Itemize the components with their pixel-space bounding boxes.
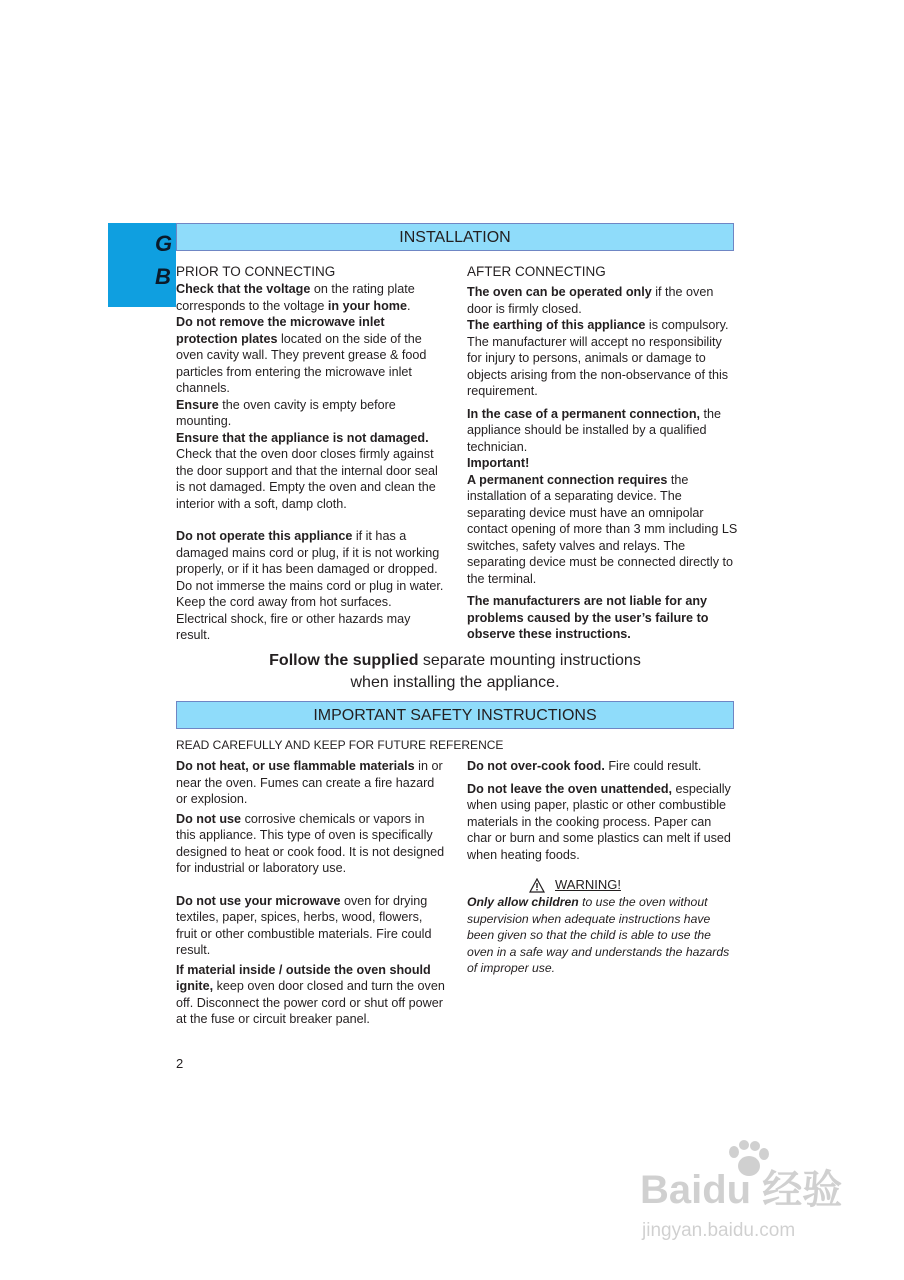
watermark-brand: Baidu 经验 (640, 1168, 843, 1212)
language-letter-b: B (155, 264, 171, 289)
paragraph: Do not operate this appliance if it has a damaged mains cord or plug, if it is not working properly, or if it has been damaged or dropped. Do not immerse the mains cord or plug in water. Keep the cord away from hot surfaces. Electrical shock, fire or other hazards may result. (176, 529, 444, 642)
read-note: READ CAREFULLY AND KEEP FOR FUTURE REFERENCE (176, 738, 504, 752)
language-tab (108, 223, 176, 307)
installation-left-column (176, 263, 444, 644)
paragraph: In the case of a permanent connection, the appliance should be installed by a qualified technician. (467, 406, 722, 454)
watermark (640, 1140, 880, 1250)
paragraph: The oven can be operated only if the oven door is firmly closed. (467, 285, 714, 316)
paragraph: Ensure the oven cavity is empty before mounting. (176, 397, 396, 428)
warning-label: WARNING! (555, 877, 621, 892)
page-number: 2 (176, 1056, 184, 1071)
paragraph: Important! (467, 456, 530, 470)
paragraph: Do not leave the oven unattended, especially when using paper, plastic or other combustible materials in the cooking process. Paper can char or burn and some plastics can melt if used when heating foods. (467, 781, 731, 862)
paragraph: If material inside / outside the oven should ignite, keep oven door closed and turn the oven off. Disconnect the power cord or shut off power at the fuse or circuit breaker panel. (176, 962, 445, 1026)
warning-text: Only allow children to use the oven without supervision when adequate instructions have been given so that the child is able to use the oven in a safe way and understands the hazards of improper use. (467, 895, 730, 975)
warning-triangle-icon (529, 878, 545, 893)
paragraph: The manufacturers are not liable for any problems caused by the user’s failure to observe these instructions. (467, 594, 709, 641)
prior-to-connecting-heading: PRIOR TO CONNECTING (176, 264, 336, 279)
paragraph: Check that the voltage on the rating plate corresponds to the voltage in your home. (176, 282, 415, 313)
paragraph: Do not use your microwave oven for drying textiles, paper, spices, herbs, wood, flowers, fruit or other combustible materials. Fire could result. (176, 893, 432, 957)
mounting-note: Follow the supplied separate mounting instructions when installing the appliance. (269, 652, 641, 691)
paragraph: Do not heat, or use flammable materials in or near the oven. Fumes can create a fire hazard or explosion. (176, 759, 443, 806)
safety-right-column (467, 758, 739, 977)
paragraph: Do not over-cook food. Fire could result. (467, 759, 702, 773)
installation-right-column (467, 263, 739, 643)
after-connecting-heading: AFTER CONNECTING (467, 264, 606, 279)
paragraph: Ensure that the appliance is not damaged. Check that the oven door closes firmly against the door support and that the internal door seal is not damaged. Empty the oven and clean the interior with a soft, damp cloth. (176, 430, 438, 511)
paragraph: A permanent connection requires the installation of a separating device. The separating device must have an omnipolar contact opening of more than 3 mm including LS switches, safety valves and relays. The separating device must be connected directly to the terminal. (467, 472, 738, 586)
installation-title: INSTALLATION (176, 223, 734, 251)
safety-title: IMPORTANT SAFETY INSTRUCTIONS (176, 701, 734, 729)
language-letter-g: G (155, 231, 173, 256)
warning-heading (467, 877, 739, 893)
paragraph: The earthing of this appliance is compulsory. The manufacturer will accept no responsibility for injury to persons, animals or damage to objects arising from the non-observance of this requirement. (467, 318, 729, 398)
paragraph: Do not remove the microwave inlet protection plates located on the side of the oven cavity wall. They prevent grease & food particles from entering the microwave inlet channels. (176, 315, 427, 395)
paragraph: Do not use corrosive chemicals or vapors in this appliance. This type of oven is specifically designed to heat or cook food. It is not designed for industrial or laboratory use. (176, 811, 445, 875)
watermark-url: jingyan.baidu.com (642, 1220, 796, 1241)
safety-left-column (176, 758, 446, 1028)
